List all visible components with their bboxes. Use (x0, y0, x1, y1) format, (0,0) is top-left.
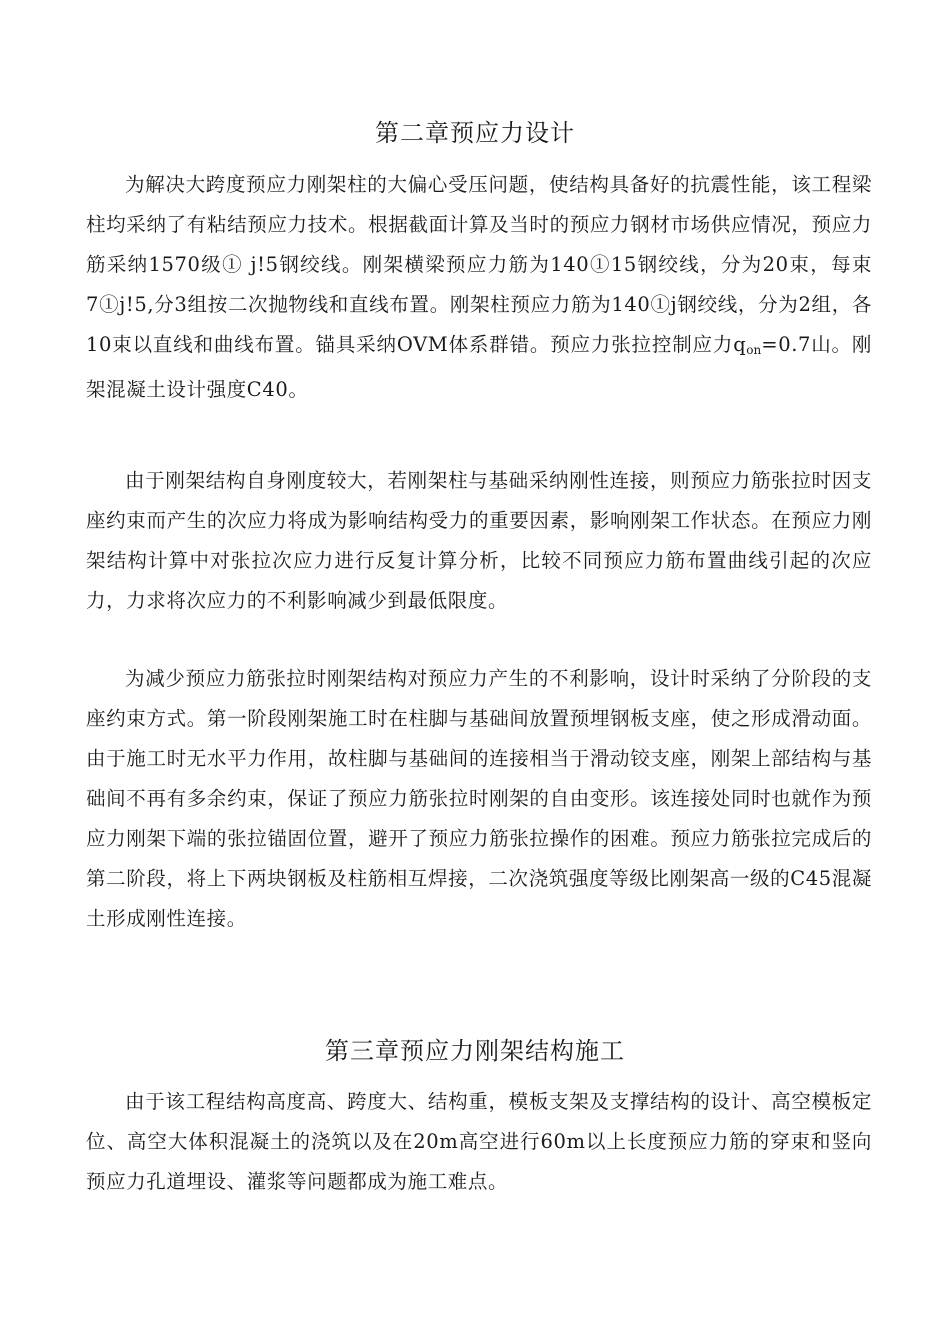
chapter-3-paragraph-1: 由于该工程结构高度高、跨度大、结构重，模板支架及支撑结构的设计、高空模板定位、高空大体积混凝土的浇筑以及在20m高空进行60m以上长度预应力筋的穿束和竖向预应力孔道埋设、灌浆等问题都成为施工难点。 (86, 1090, 872, 1193)
paragraph-text-end: =0.7山。刚架混凝土设计强度C40。 (86, 333, 872, 401)
chapter-2-title: 第二章预应力设计 (375, 119, 575, 147)
paragraph-text: 为解决大跨度预应力刚架柱的大偏心受压问题，使结构具备好的抗震性能，该工程梁柱均采纳了有粘结预应力技术。根据截面计算及当时的预应力钢材市场供应情况，预应力筋采纳1570级① j!5钢绞线。刚架横梁预应力筋为140①15钢绞线，分为20束，每束7①j!5,分3组按二次抛物线和直线布置。刚架柱预应力筋为140①j钢绞线，分为2组，各10束以直线和曲线布置。锚具采纳OVM体系群错。预应力张拉控制应力 (86, 173, 872, 356)
chapter-2-paragraph-2: 由于刚架结构自身刚度较大，若刚架柱与基础采纳刚性连接，则预应力筋张拉时因支座约束而产生的次应力将成为影响结构受力的重要因素，影响刚架工作状态。在预应力刚架结构计算中对张拉次应力进行反复计算分析，比较不同预应力筋布置曲线引起的次应力，力求将次应力的不利影响减少到最低限度。 (86, 469, 872, 612)
stress-symbol: q (733, 333, 747, 356)
stress-subscript: on (746, 343, 762, 357)
chapter-2-paragraph-1 (86, 165, 872, 410)
chapter-3-title: 第三章预应力刚架结构施工 (325, 1037, 625, 1065)
chapter-2-paragraph-3: 为减少预应力筋张拉时刚架结构对预应力产生的不利影响，设计时采纳了分阶段的支座约束方式。第一阶段刚架施工时在柱脚与基础间放置预埋钢板支座，使之形成滑动面。由于施工时无水平力作用，故柱脚与基础间的连接相当于滑动铰支座，刚架上部结构与基础间不再有多余约束，保证了预应力筋张拉时刚架的自由变形。该连接处同时也就作为预应力刚架下端的张拉锚固位置，避开了预应力筋张拉操作的困难。预应力筋张拉完成后的第二阶段，将上下两块钢板及柱筋相互焊接，二次浇筑强度等级比刚架高一级的C45混凝土形成刚性连接。 (86, 667, 872, 930)
